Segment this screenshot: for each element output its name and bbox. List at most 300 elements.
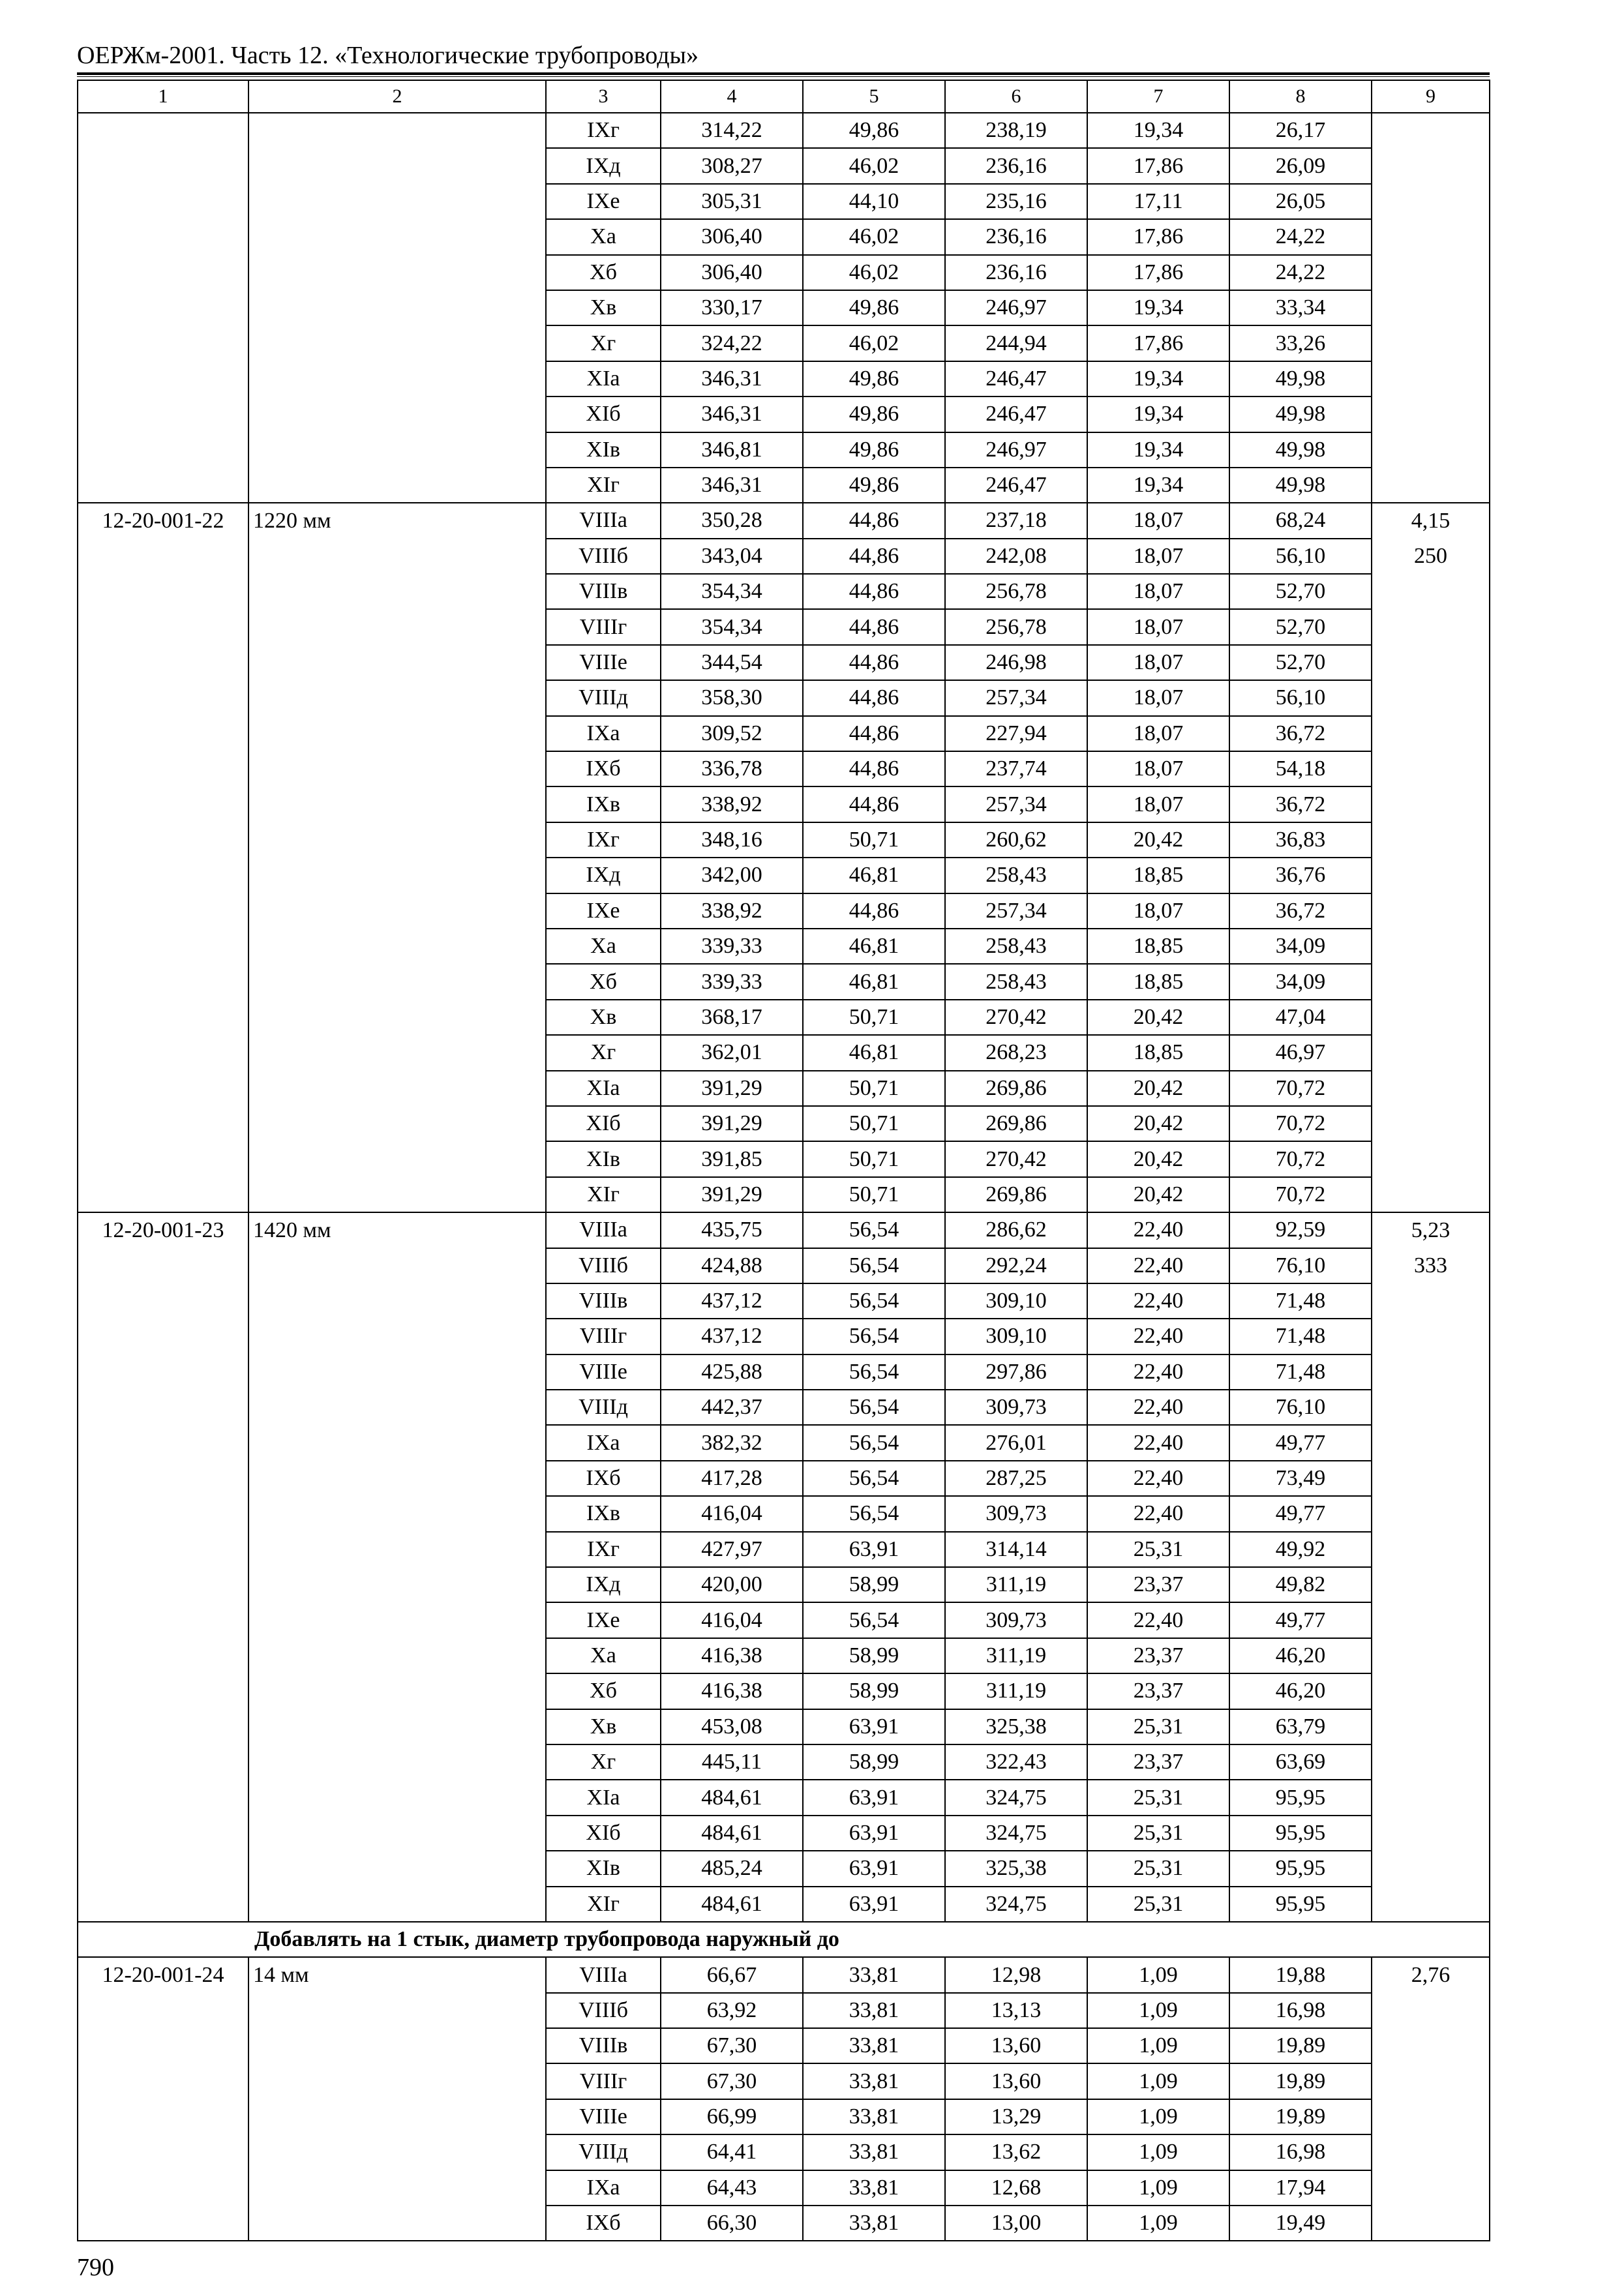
value-cell: 368,17 [661, 1000, 803, 1035]
value-cell: 56,10 [1229, 680, 1372, 715]
value-cell: 484,61 [661, 1780, 803, 1815]
steel-group-cell: IXе [546, 893, 661, 929]
value-cell: 22,40 [1087, 1461, 1229, 1496]
value-cell: 50,71 [803, 1177, 945, 1212]
steel-group-cell: IXб [546, 1461, 661, 1496]
value-cell: 23,37 [1087, 1638, 1229, 1673]
steel-group-cell: Xв [546, 1709, 661, 1744]
pipe-diameter-cell: 1220 мм [248, 503, 546, 1212]
value-cell: 16,98 [1229, 2134, 1372, 2170]
value-cell: 270,42 [945, 1000, 1087, 1035]
value-cell: 1,09 [1087, 2028, 1229, 2063]
steel-group-cell: XIг [546, 468, 661, 503]
steel-group-cell: VIIIд [546, 680, 661, 715]
column-9-value: 2,76 [1411, 1963, 1451, 1988]
section-heading: Добавлять на 1 стык, диаметр трубопровода наружный до [78, 1922, 1490, 1957]
steel-group-cell: Xв [546, 290, 661, 325]
value-cell: 46,02 [803, 325, 945, 361]
steel-group-cell: VIIIб [546, 539, 661, 574]
value-cell: 70,72 [1229, 1106, 1372, 1141]
value-cell: 63,79 [1229, 1709, 1372, 1744]
value-cell: 24,22 [1229, 255, 1372, 290]
value-cell: 309,73 [945, 1602, 1087, 1638]
value-cell: 22,40 [1087, 1283, 1229, 1319]
steel-group-cell: IXв [546, 786, 661, 822]
steel-group-cell: IXд [546, 148, 661, 183]
value-cell: 306,40 [661, 219, 803, 254]
steel-group-cell: IXг [546, 1532, 661, 1567]
value-cell: 242,08 [945, 539, 1087, 574]
value-cell: 33,81 [803, 2063, 945, 2099]
value-cell: 95,95 [1229, 1887, 1372, 1922]
value-cell: 58,99 [803, 1638, 945, 1673]
value-cell: 18,07 [1087, 645, 1229, 680]
table-row [78, 113, 1490, 148]
column-number-cell: 8 [1229, 80, 1372, 113]
value-cell: 16,98 [1229, 1993, 1372, 2028]
table-row [78, 1957, 1490, 1992]
value-cell: 66,30 [661, 2206, 803, 2241]
value-cell: 95,95 [1229, 1851, 1372, 1886]
steel-group-cell: Xб [546, 1673, 661, 1709]
value-cell: 49,86 [803, 468, 945, 503]
value-cell: 257,34 [945, 786, 1087, 822]
value-cell: 18,07 [1087, 539, 1229, 574]
value-cell: 50,71 [803, 1071, 945, 1106]
value-cell: 437,12 [661, 1283, 803, 1319]
value-cell: 20,42 [1087, 1177, 1229, 1212]
value-cell: 338,92 [661, 893, 803, 929]
value-cell: 46,81 [803, 964, 945, 999]
steel-group-cell: Xг [546, 1744, 661, 1780]
column-number-cell: 1 [78, 80, 248, 113]
value-cell: 22,40 [1087, 1212, 1229, 1248]
steel-group-cell: VIIIе [546, 1354, 661, 1390]
value-cell: 49,86 [803, 432, 945, 468]
value-cell: 339,33 [661, 964, 803, 999]
value-cell: 246,97 [945, 432, 1087, 468]
steel-group-cell: IXе [546, 184, 661, 219]
steel-group-cell: VIIIв [546, 574, 661, 609]
value-cell: 19,89 [1229, 2028, 1372, 2063]
steel-group-cell: IXе [546, 1602, 661, 1638]
table-row [78, 1212, 1490, 1248]
value-cell: 18,07 [1087, 751, 1229, 786]
steel-group-cell: XIг [546, 1177, 661, 1212]
value-cell: 391,85 [661, 1141, 803, 1176]
value-cell: 17,86 [1087, 255, 1229, 290]
value-cell: 484,61 [661, 1816, 803, 1851]
value-cell: 49,86 [803, 290, 945, 325]
value-cell: 18,85 [1087, 964, 1229, 999]
value-cell: 33,81 [803, 2028, 945, 2063]
value-cell: 76,10 [1229, 1248, 1372, 1283]
steel-group-cell: IXб [546, 2206, 661, 2241]
value-cell: 20,42 [1087, 1071, 1229, 1106]
value-cell: 17,94 [1229, 2170, 1372, 2206]
value-cell: 56,54 [803, 1461, 945, 1496]
pipe-diameter-cell [248, 113, 546, 503]
value-cell: 246,47 [945, 396, 1087, 432]
value-cell: 63,69 [1229, 1744, 1372, 1780]
steel-group-cell: Xб [546, 964, 661, 999]
value-cell: 238,19 [945, 113, 1087, 148]
value-cell: 256,78 [945, 609, 1087, 644]
value-cell: 49,77 [1229, 1425, 1372, 1460]
steel-group-cell: VIIIв [546, 1283, 661, 1319]
value-cell: 306,40 [661, 255, 803, 290]
value-cell: 49,77 [1229, 1602, 1372, 1638]
value-cell: 23,37 [1087, 1567, 1229, 1602]
value-cell: 26,17 [1229, 113, 1372, 148]
value-cell: 46,97 [1229, 1035, 1372, 1070]
value-cell: 46,20 [1229, 1638, 1372, 1673]
rate-code-cell [78, 113, 248, 503]
value-cell: 25,31 [1087, 1851, 1229, 1886]
value-cell: 18,07 [1087, 716, 1229, 751]
value-cell: 56,54 [803, 1496, 945, 1531]
value-cell: 20,42 [1087, 1000, 1229, 1035]
rates-table [77, 80, 1490, 2241]
value-cell: 269,86 [945, 1177, 1087, 1212]
value-cell: 66,99 [661, 2099, 803, 2134]
value-cell: 44,86 [803, 680, 945, 715]
value-cell: 19,34 [1087, 432, 1229, 468]
value-cell: 1,09 [1087, 2134, 1229, 2170]
steel-group-cell: VIIIг [546, 1319, 661, 1354]
value-cell: 50,71 [803, 1000, 945, 1035]
value-cell: 26,09 [1229, 148, 1372, 183]
value-cell: 18,07 [1087, 503, 1229, 538]
value-cell: 420,00 [661, 1567, 803, 1602]
value-cell: 435,75 [661, 1212, 803, 1248]
value-cell: 56,10 [1229, 539, 1372, 574]
steel-group-cell: XIа [546, 1071, 661, 1106]
steel-group-cell: IXа [546, 1425, 661, 1460]
value-cell: 246,47 [945, 468, 1087, 503]
value-cell: 13,60 [945, 2028, 1087, 2063]
steel-group-cell: VIIIг [546, 609, 661, 644]
rate-code-cell: 12-20-001-22 [78, 503, 248, 1212]
value-cell: 63,91 [803, 1887, 945, 1922]
value-cell: 338,92 [661, 786, 803, 822]
value-cell: 63,91 [803, 1851, 945, 1886]
value-cell: 362,01 [661, 1035, 803, 1070]
value-cell: 1,09 [1087, 1993, 1229, 2028]
value-cell: 324,75 [945, 1887, 1087, 1922]
value-cell: 49,82 [1229, 1567, 1372, 1602]
value-cell: 50,71 [803, 1106, 945, 1141]
value-cell: 354,34 [661, 574, 803, 609]
value-cell: 1,09 [1087, 2063, 1229, 2099]
value-cell: 22,40 [1087, 1319, 1229, 1354]
value-cell: 325,38 [945, 1851, 1087, 1886]
value-cell: 237,18 [945, 503, 1087, 538]
value-cell: 453,08 [661, 1709, 803, 1744]
value-cell: 257,34 [945, 680, 1087, 715]
steel-group-cell: Xб [546, 255, 661, 290]
value-cell: 44,10 [803, 184, 945, 219]
value-cell: 24,22 [1229, 219, 1372, 254]
steel-group-cell: VIIIе [546, 645, 661, 680]
value-cell: 33,81 [803, 1993, 945, 2028]
value-cell: 25,31 [1087, 1709, 1229, 1744]
value-cell: 52,70 [1229, 645, 1372, 680]
value-cell: 33,81 [803, 1957, 945, 1992]
value-cell: 18,07 [1087, 609, 1229, 644]
value-cell: 46,02 [803, 219, 945, 254]
steel-group-cell: IXг [546, 113, 661, 148]
value-cell: 342,00 [661, 858, 803, 893]
value-cell: 23,37 [1087, 1744, 1229, 1780]
value-cell: 76,10 [1229, 1390, 1372, 1425]
value-cell: 34,09 [1229, 929, 1372, 964]
value-cell: 236,16 [945, 255, 1087, 290]
value-cell: 44,86 [803, 645, 945, 680]
value-cell: 22,40 [1087, 1390, 1229, 1425]
column-9-value: 5,23 [1411, 1218, 1451, 1243]
header-rule-thin [77, 76, 1490, 77]
value-cell: 19,49 [1229, 2206, 1372, 2241]
column-number-cell: 4 [661, 80, 803, 113]
value-cell: 26,05 [1229, 184, 1372, 219]
value-cell: 292,24 [945, 1248, 1087, 1283]
steel-group-cell: VIIIа [546, 1957, 661, 1992]
value-cell: 68,24 [1229, 503, 1372, 538]
steel-group-cell: Xв [546, 1000, 661, 1035]
value-cell: 70,72 [1229, 1177, 1372, 1212]
value-cell: 391,29 [661, 1071, 803, 1106]
value-cell: 1,09 [1087, 2099, 1229, 2134]
value-cell: 56,54 [803, 1248, 945, 1283]
value-cell: 18,07 [1087, 893, 1229, 929]
value-cell: 484,61 [661, 1887, 803, 1922]
value-cell: 258,43 [945, 929, 1087, 964]
table-body [78, 80, 1490, 2241]
steel-group-cell: XIб [546, 1816, 661, 1851]
value-cell: 36,83 [1229, 822, 1372, 858]
value-cell: 336,78 [661, 751, 803, 786]
column-number-cell: 9 [1372, 80, 1490, 113]
value-cell: 25,31 [1087, 1532, 1229, 1567]
value-cell: 49,77 [1229, 1496, 1372, 1531]
value-cell: 25,31 [1087, 1887, 1229, 1922]
value-cell: 17,11 [1087, 184, 1229, 219]
value-cell: 13,29 [945, 2099, 1087, 2134]
column-number-row [78, 80, 1490, 113]
value-cell: 22,40 [1087, 1602, 1229, 1638]
value-cell: 46,81 [803, 929, 945, 964]
value-cell: 56,54 [803, 1602, 945, 1638]
value-cell: 18,07 [1087, 680, 1229, 715]
value-cell: 49,92 [1229, 1532, 1372, 1567]
value-cell: 276,01 [945, 1425, 1087, 1460]
column-number-cell: 3 [546, 80, 661, 113]
value-cell: 297,86 [945, 1354, 1087, 1390]
column-number-cell: 5 [803, 80, 945, 113]
value-cell: 325,38 [945, 1709, 1087, 1744]
value-cell: 34,09 [1229, 964, 1372, 999]
value-cell: 311,19 [945, 1673, 1087, 1709]
value-cell: 58,99 [803, 1673, 945, 1709]
value-cell: 56,54 [803, 1425, 945, 1460]
value-cell: 246,98 [945, 645, 1087, 680]
value-cell: 485,24 [661, 1851, 803, 1886]
steel-group-cell: VIIIе [546, 2099, 661, 2134]
value-cell: 309,52 [661, 716, 803, 751]
value-cell: 25,31 [1087, 1780, 1229, 1815]
value-cell: 49,86 [803, 361, 945, 396]
value-cell: 19,34 [1087, 468, 1229, 503]
value-cell: 13,13 [945, 1993, 1087, 2028]
value-cell: 19,89 [1229, 2063, 1372, 2099]
value-cell: 22,40 [1087, 1248, 1229, 1283]
value-cell: 346,31 [661, 361, 803, 396]
value-cell: 33,81 [803, 2170, 945, 2206]
steel-group-cell: VIIIб [546, 1993, 661, 2028]
value-cell: 46,02 [803, 148, 945, 183]
value-cell: 1,09 [1087, 2170, 1229, 2206]
value-cell: 257,34 [945, 893, 1087, 929]
value-cell: 44,86 [803, 893, 945, 929]
value-cell: 12,68 [945, 2170, 1087, 2206]
steel-group-cell: VIIIа [546, 1212, 661, 1248]
steel-group-cell: VIIIв [546, 2028, 661, 2063]
value-cell: 58,99 [803, 1567, 945, 1602]
value-cell: 44,86 [803, 786, 945, 822]
value-cell: 20,42 [1087, 822, 1229, 858]
value-cell: 339,33 [661, 929, 803, 964]
steel-group-cell: XIб [546, 1106, 661, 1141]
value-cell: 324,75 [945, 1780, 1087, 1815]
value-cell: 287,25 [945, 1461, 1087, 1496]
value-cell: 22,40 [1087, 1425, 1229, 1460]
steel-group-cell: IXд [546, 1567, 661, 1602]
value-cell: 46,02 [803, 255, 945, 290]
column-9-value: 4,15 [1411, 509, 1451, 533]
value-cell: 44,86 [803, 503, 945, 538]
value-cell: 19,34 [1087, 361, 1229, 396]
value-cell: 52,70 [1229, 574, 1372, 609]
value-cell: 1,09 [1087, 2206, 1229, 2241]
value-cell: 270,42 [945, 1141, 1087, 1176]
value-cell: 324,75 [945, 1816, 1087, 1851]
value-cell: 19,89 [1229, 2099, 1372, 2134]
value-cell: 50,71 [803, 822, 945, 858]
value-cell: 309,10 [945, 1283, 1087, 1319]
steel-group-cell: VIIIб [546, 1248, 661, 1283]
value-cell: 63,91 [803, 1816, 945, 1851]
value-cell: 36,72 [1229, 893, 1372, 929]
value-cell: 358,30 [661, 680, 803, 715]
steel-group-cell: XIв [546, 432, 661, 468]
steel-group-cell: Xг [546, 1035, 661, 1070]
value-cell: 95,95 [1229, 1780, 1372, 1815]
value-cell: 44,86 [803, 716, 945, 751]
value-cell: 344,54 [661, 645, 803, 680]
value-cell: 322,43 [945, 1744, 1087, 1780]
steel-group-cell: VIIIг [546, 2063, 661, 2099]
value-cell: 67,30 [661, 2063, 803, 2099]
header-rule-thick [77, 72, 1490, 75]
value-cell: 227,94 [945, 716, 1087, 751]
value-cell: 64,43 [661, 2170, 803, 2206]
value-cell: 18,85 [1087, 929, 1229, 964]
value-cell: 49,86 [803, 113, 945, 148]
value-cell: 19,88 [1229, 1957, 1372, 1992]
rate-code-cell: 12-20-001-24 [78, 1957, 248, 2241]
value-cell: 70,72 [1229, 1141, 1372, 1176]
value-cell: 50,71 [803, 1141, 945, 1176]
value-cell: 44,86 [803, 539, 945, 574]
value-cell: 19,34 [1087, 290, 1229, 325]
value-cell: 22,40 [1087, 1496, 1229, 1531]
value-cell: 427,97 [661, 1532, 803, 1567]
steel-group-cell: IXв [546, 1496, 661, 1531]
value-cell: 417,28 [661, 1461, 803, 1496]
value-cell: 25,31 [1087, 1816, 1229, 1851]
pipe-diameter-cell: 1420 мм [248, 1212, 546, 1922]
value-cell: 269,86 [945, 1071, 1087, 1106]
value-cell: 343,04 [661, 539, 803, 574]
value-cell: 391,29 [661, 1177, 803, 1212]
value-cell: 309,73 [945, 1496, 1087, 1531]
steel-group-cell: IXд [546, 858, 661, 893]
steel-group-cell: Xа [546, 929, 661, 964]
value-cell: 47,04 [1229, 1000, 1372, 1035]
value-cell: 17,86 [1087, 219, 1229, 254]
steel-group-cell: IXг [546, 822, 661, 858]
value-cell: 246,47 [945, 361, 1087, 396]
column-9-cell [1372, 1212, 1490, 1922]
value-cell: 66,67 [661, 1957, 803, 1992]
value-cell: 445,11 [661, 1744, 803, 1780]
steel-group-cell: Xа [546, 219, 661, 254]
steel-group-cell: Xг [546, 325, 661, 361]
value-cell: 382,32 [661, 1425, 803, 1460]
value-cell: 18,07 [1087, 786, 1229, 822]
value-cell: 92,59 [1229, 1212, 1372, 1248]
value-cell: 12,98 [945, 1957, 1087, 1992]
value-cell: 324,22 [661, 325, 803, 361]
value-cell: 22,40 [1087, 1354, 1229, 1390]
value-cell: 20,42 [1087, 1106, 1229, 1141]
value-cell: 49,86 [803, 396, 945, 432]
value-cell: 18,07 [1087, 574, 1229, 609]
value-cell: 70,72 [1229, 1071, 1372, 1106]
value-cell: 13,62 [945, 2134, 1087, 2170]
value-cell: 19,34 [1087, 113, 1229, 148]
value-cell: 416,38 [661, 1638, 803, 1673]
value-cell: 425,88 [661, 1354, 803, 1390]
value-cell: 44,86 [803, 751, 945, 786]
value-cell: 244,94 [945, 325, 1087, 361]
value-cell: 235,16 [945, 184, 1087, 219]
column-number-cell: 6 [945, 80, 1087, 113]
value-cell: 236,16 [945, 148, 1087, 183]
value-cell: 44,86 [803, 574, 945, 609]
column-9-value: 333 [1414, 1253, 1447, 1278]
steel-group-cell: VIIIд [546, 2134, 661, 2170]
value-cell: 49,98 [1229, 396, 1372, 432]
value-cell: 36,72 [1229, 716, 1372, 751]
steel-group-cell: XIа [546, 1780, 661, 1815]
value-cell: 36,76 [1229, 858, 1372, 893]
value-cell: 18,85 [1087, 1035, 1229, 1070]
value-cell: 311,19 [945, 1638, 1087, 1673]
value-cell: 49,98 [1229, 468, 1372, 503]
value-cell: 258,43 [945, 858, 1087, 893]
